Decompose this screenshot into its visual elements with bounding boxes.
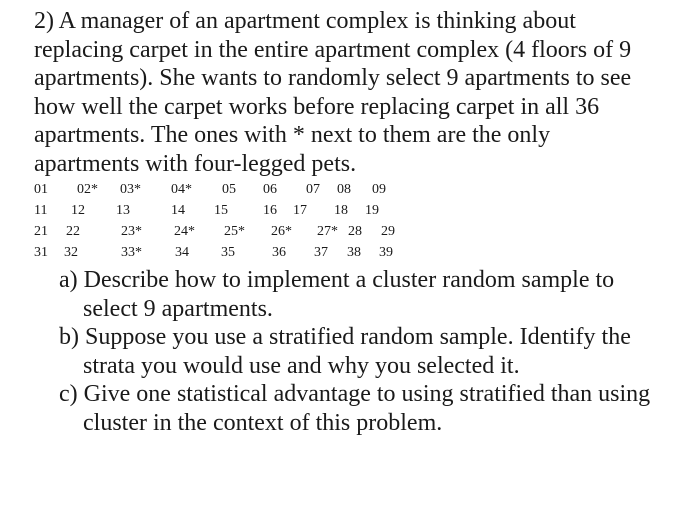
question-line: b) Suppose you use a stratified random sample. Identify the (59, 324, 631, 350)
apartment-number: 21 (34, 224, 48, 239)
apartment-number: 16 (263, 203, 277, 218)
apartment-number: 28 (348, 224, 362, 239)
question-line: cluster in the context of this problem. (83, 409, 443, 436)
apartment-number: 09 (372, 182, 386, 197)
question-list (59, 266, 689, 437)
apartment-number: 27* (317, 224, 338, 239)
apartment-number: 12 (71, 203, 85, 218)
problem-line: how well the carpet works before replacing carpet in all 36 (34, 93, 600, 120)
apartment-number: 15 (214, 203, 228, 218)
apartment-number: 35 (221, 245, 235, 260)
apartment-number: 07 (306, 182, 320, 197)
apartment-number: 13 (116, 203, 130, 218)
apartment-number: 11 (34, 203, 48, 218)
apartment-number: 32 (64, 245, 78, 260)
question-c (59, 380, 689, 437)
problem-line: apartments. The ones with * next to them are the only (34, 122, 551, 148)
question-line: strata you would use and why you selected it. (83, 352, 520, 379)
apartment-number: 03* (120, 182, 141, 197)
apartment-number: 02* (77, 182, 98, 197)
apartment-number: 36 (272, 245, 286, 260)
apartment-number: 25* (224, 224, 245, 239)
apartment-number: 29 (381, 224, 395, 239)
apartment-number: 23* (121, 224, 142, 239)
apartment-number: 33* (121, 245, 142, 260)
question-b (59, 323, 689, 380)
apartment-number: 05 (222, 182, 236, 197)
problem-line: 2) A manager of an apartment complex is thinking about (34, 8, 576, 34)
apartment-number: 22 (66, 224, 80, 239)
question-line: c) Give one statistical advantage to using stratified than using (59, 381, 651, 407)
apartment-number: 06 (263, 182, 277, 197)
apartment-number: 26* (271, 224, 292, 239)
question-line: select 9 apartments. (83, 295, 273, 322)
apartment-number: 39 (379, 245, 393, 260)
question-a (59, 266, 689, 323)
problem-line: apartments with four-legged pets. (34, 150, 357, 177)
apartment-number: 14 (171, 203, 185, 218)
apartment-number: 19 (365, 203, 379, 218)
question-line: a) Describe how to implement a cluster random sample to (59, 267, 615, 293)
problem-line: apartments). She wants to randomly select 9 apartments to see (34, 65, 632, 91)
apartment-number: 24* (174, 224, 195, 239)
problem-line: replacing carpet in the entire apartment complex (4 floors of 9 (34, 36, 632, 63)
apartment-number: 31 (34, 245, 48, 260)
apartment-number: 18 (334, 203, 348, 218)
apartment-number: 17 (293, 203, 307, 218)
apartment-number: 08 (337, 182, 351, 197)
apartment-number: 34 (175, 245, 189, 260)
apartment-number: 04* (171, 182, 192, 197)
apartment-number: 38 (347, 245, 361, 260)
apartment-number: 37 (314, 245, 328, 260)
apartment-number: 01 (34, 182, 48, 197)
